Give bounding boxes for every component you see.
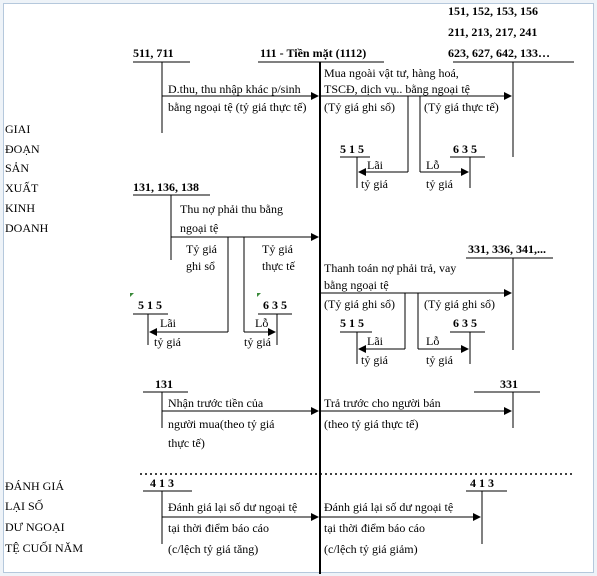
pay-rate-book-1: (Tỷ giá ghi sổ) <box>324 297 395 311</box>
label-lo-pay: Lỗ <box>426 334 440 348</box>
account-515-purchase: 5 1 5 <box>340 142 364 156</box>
side-te-cuoi-nam: TỆ CUỐI NĂM <box>5 541 83 555</box>
reval-left-text-1: Đánh giá lại số dư ngoại tệ <box>168 500 298 514</box>
collect-rate-thucte: thực tế <box>262 259 295 273</box>
label-tygia-pay-loss: tỷ giá <box>426 353 453 367</box>
pay-text-1: Thanh toán nợ phải trả, vay <box>324 261 457 275</box>
account-131-136-138: 131, 136, 138 <box>133 180 199 194</box>
label-tygia-collect-gain: tỷ giá <box>154 335 181 349</box>
side-lai-so: LẠI SỐ <box>5 499 44 513</box>
label-tygia-collect-loss: tỷ giá <box>244 335 271 349</box>
reval-left-increase: (c/lệch tỷ giá tăng) <box>168 542 259 556</box>
account-635-purchase: 6 3 5 <box>453 142 477 156</box>
label-tygia-pay-gain: tỷ giá <box>361 353 388 367</box>
advance-recv-text-2: người mua(theo tỷ giá <box>168 417 275 431</box>
account-511-711: 511, 711 <box>133 46 174 60</box>
advance-pay-text-2: (theo tỷ giá thực tế) <box>324 417 419 431</box>
account-515-pay: 5 1 5 <box>340 316 364 330</box>
side-doan: ĐOẠN <box>5 142 40 156</box>
label-tygia-purchase-gain: tỷ giá <box>361 177 388 191</box>
purchase-rate-book: (Tỷ giá ghi sổ) <box>324 100 395 114</box>
account-top-right-line2: 211, 213, 217, 241 <box>448 25 538 39</box>
purchase-text-2: TSCĐ, dịch vụ.. bằng ngoại tệ <box>324 82 470 96</box>
account-cash-1112: 111 - Tiền mặt (1112) <box>260 46 367 60</box>
advance-recv-text-3: thực tế) <box>168 436 205 450</box>
account-top-right-line3: 623, 627, 642, 133… <box>448 46 550 60</box>
pay-rate-book-2: (Tỷ giá ghi sổ) <box>424 297 495 311</box>
advance-recv-text-1: Nhận trước tiền của <box>168 396 264 410</box>
account-515-collect: 5 1 5 <box>138 298 162 312</box>
collect-rate-ghiso: ghi sổ <box>186 259 216 273</box>
collect-text-1: Thu nợ phải thu bằng <box>180 202 283 216</box>
reval-right-text-1: Đánh giá lại số dư ngoại tệ <box>324 500 454 514</box>
purchase-text-1: Mua ngoài vật tư, hàng hoá, <box>324 66 459 80</box>
label-lo-purchase: Lỗ <box>426 158 440 172</box>
label-lai-collect: Lãi <box>160 316 176 330</box>
side-xuat: XUẤT <box>5 181 39 195</box>
account-131-advance: 131 <box>155 377 173 391</box>
side-du-ngoai: DƯ NGOẠI <box>5 520 65 534</box>
side-doanh: DOANH <box>5 221 49 235</box>
collect-rate-label-1: Tỷ giá <box>186 242 217 256</box>
account-635-pay: 6 3 5 <box>453 316 477 330</box>
label-lai-pay: Lãi <box>367 334 383 348</box>
account-331-advance: 331 <box>500 377 518 391</box>
reval-left-text-2: tại thời điểm báo cáo <box>168 521 269 535</box>
side-kinh: KINH <box>5 201 35 215</box>
label-lai-purchase: Lãi <box>367 158 383 172</box>
account-635-collect: 6 3 5 <box>263 298 287 312</box>
purchase-rate-actual: (Tỷ giá thực tế) <box>424 100 499 114</box>
side-giai: GIAI <box>5 122 31 136</box>
side-danh-gia: ĐÁNH GIÁ <box>5 479 64 493</box>
pay-text-2: bằng ngoại tệ <box>324 278 389 292</box>
account-331-336-341: 331, 336, 341,... <box>468 242 546 256</box>
advance-pay-text-1: Trả trước cho người bán <box>324 396 441 410</box>
label-lo-collect: Lỗ <box>255 316 269 330</box>
revenue-text-2: bằng ngoại tệ (tỷ giá thực tế) <box>168 100 307 114</box>
account-top-right-line1: 151, 152, 153, 156 <box>448 4 538 18</box>
revenue-text-1: D.thu, thu nhập khác p/sinh <box>168 82 301 96</box>
reval-right-text-2: tại thời điểm báo cáo <box>324 521 425 535</box>
reval-right-decrease: (c/lệch tỷ giá giảm) <box>324 542 418 556</box>
label-tygia-purchase-loss: tỷ giá <box>426 177 453 191</box>
side-san: SẢN <box>5 161 30 175</box>
collect-text-2: ngoại tệ <box>180 221 219 235</box>
account-413-right: 4 1 3 <box>470 476 494 490</box>
collect-rate-label-2: Tỷ giá <box>262 242 293 256</box>
account-413-left: 4 1 3 <box>150 476 174 490</box>
